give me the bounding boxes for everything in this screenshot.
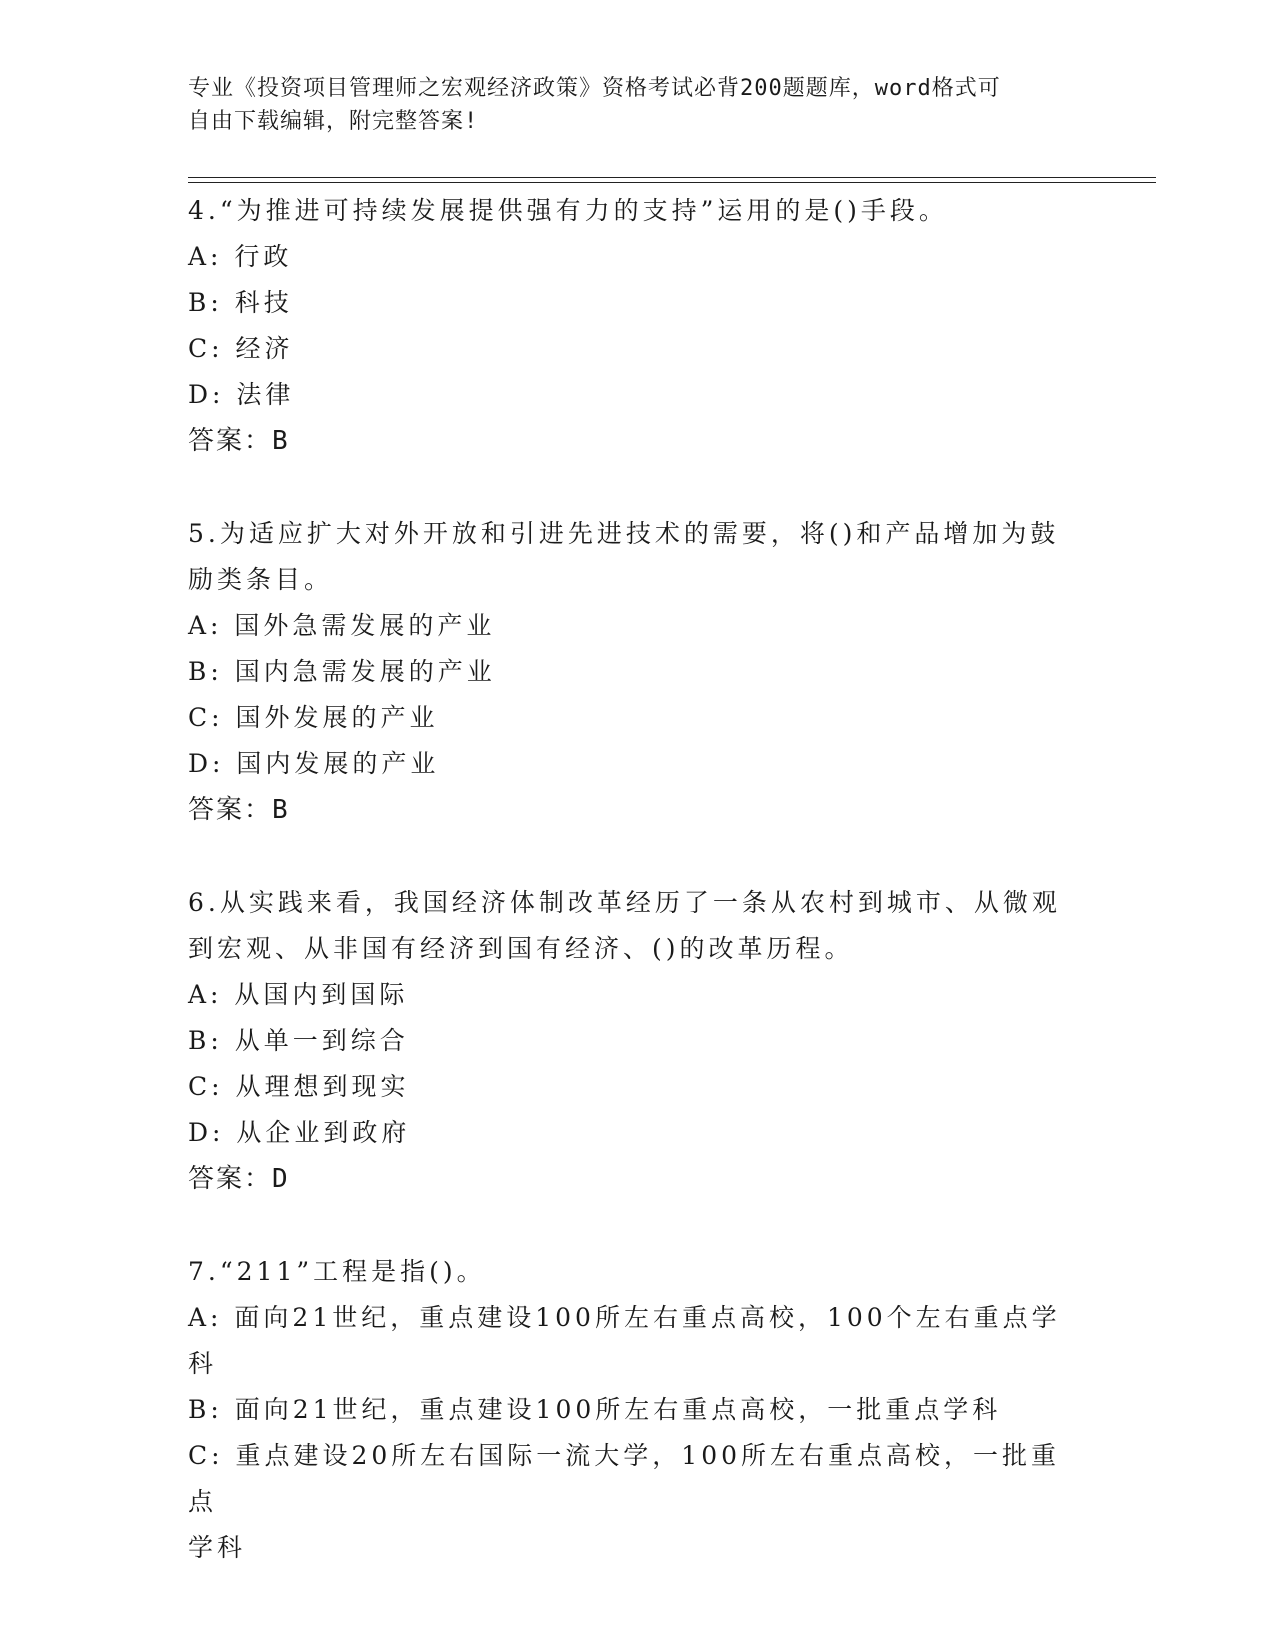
header-divider-bottom bbox=[188, 182, 1156, 183]
answer-line: 答案：B bbox=[188, 795, 290, 825]
question-stem-line-2: 到宏观、从非国有经济到国有经济、()的改革历程。 bbox=[188, 934, 854, 963]
question-stem-line-1: 6.从实践来看，我国经济体制改革经历了一条从农村到城市、从微观 bbox=[188, 888, 1061, 917]
question-block bbox=[188, 1249, 1088, 1571]
question-block bbox=[188, 511, 1088, 833]
option-d: D: 国内发展的产业 bbox=[188, 749, 440, 778]
question-list bbox=[188, 188, 1088, 1618]
option-b: B: 从单一到综合 bbox=[188, 1026, 409, 1055]
answer-line: 答案：B bbox=[188, 426, 290, 456]
option-c: C: 国外发展的产业 bbox=[188, 703, 439, 732]
question-block bbox=[188, 880, 1088, 1202]
header-divider-top bbox=[188, 177, 1156, 178]
answer-line: 答案：D bbox=[188, 1164, 290, 1194]
document-header bbox=[188, 72, 1088, 138]
option-c: C: 经济 bbox=[188, 334, 294, 363]
option-a: A: 国外急需发展的产业 bbox=[188, 611, 496, 640]
header-line-1: 专业《投资项目管理师之宏观经济政策》资格考试必背200题题库，word格式可 bbox=[188, 76, 1001, 101]
option-b: B: 面向21世纪，重点建设100所左右重点高校，一批重点学科 bbox=[188, 1395, 1002, 1424]
option-d: D: 从企业到政府 bbox=[188, 1118, 411, 1147]
question-stem: 4.“为推进可持续发展提供强有力的支持”运用的是()手段。 bbox=[188, 196, 948, 225]
question-stem-line-1: 5.为适应扩大对外开放和引进先进技术的需要，将()和产品增加为鼓 bbox=[188, 519, 1060, 548]
option-c: C: 从理想到现实 bbox=[188, 1072, 410, 1101]
header-line-2: 自由下载编辑，附完整答案! bbox=[188, 109, 479, 134]
option-a: A: 行政 bbox=[188, 242, 293, 271]
option-a: A: 面向21世纪，重点建设100所左右重点高校，100个左右重点学科 bbox=[188, 1303, 1061, 1378]
option-b: B: 科技 bbox=[188, 288, 293, 317]
option-b: B: 国内急需发展的产业 bbox=[188, 657, 496, 686]
question-block bbox=[188, 188, 1088, 464]
question-stem: 7.“211”工程是指()。 bbox=[188, 1257, 486, 1286]
option-c-line-2: 学科 bbox=[188, 1533, 247, 1562]
option-d: D: 法律 bbox=[188, 380, 295, 409]
question-stem-line-2: 励类条目。 bbox=[188, 565, 334, 594]
option-c-line-1: C: 重点建设20所左右国际一流大学，100所左右重点高校，一批重点 bbox=[188, 1441, 1061, 1516]
option-a: A: 从国内到国际 bbox=[188, 980, 409, 1009]
